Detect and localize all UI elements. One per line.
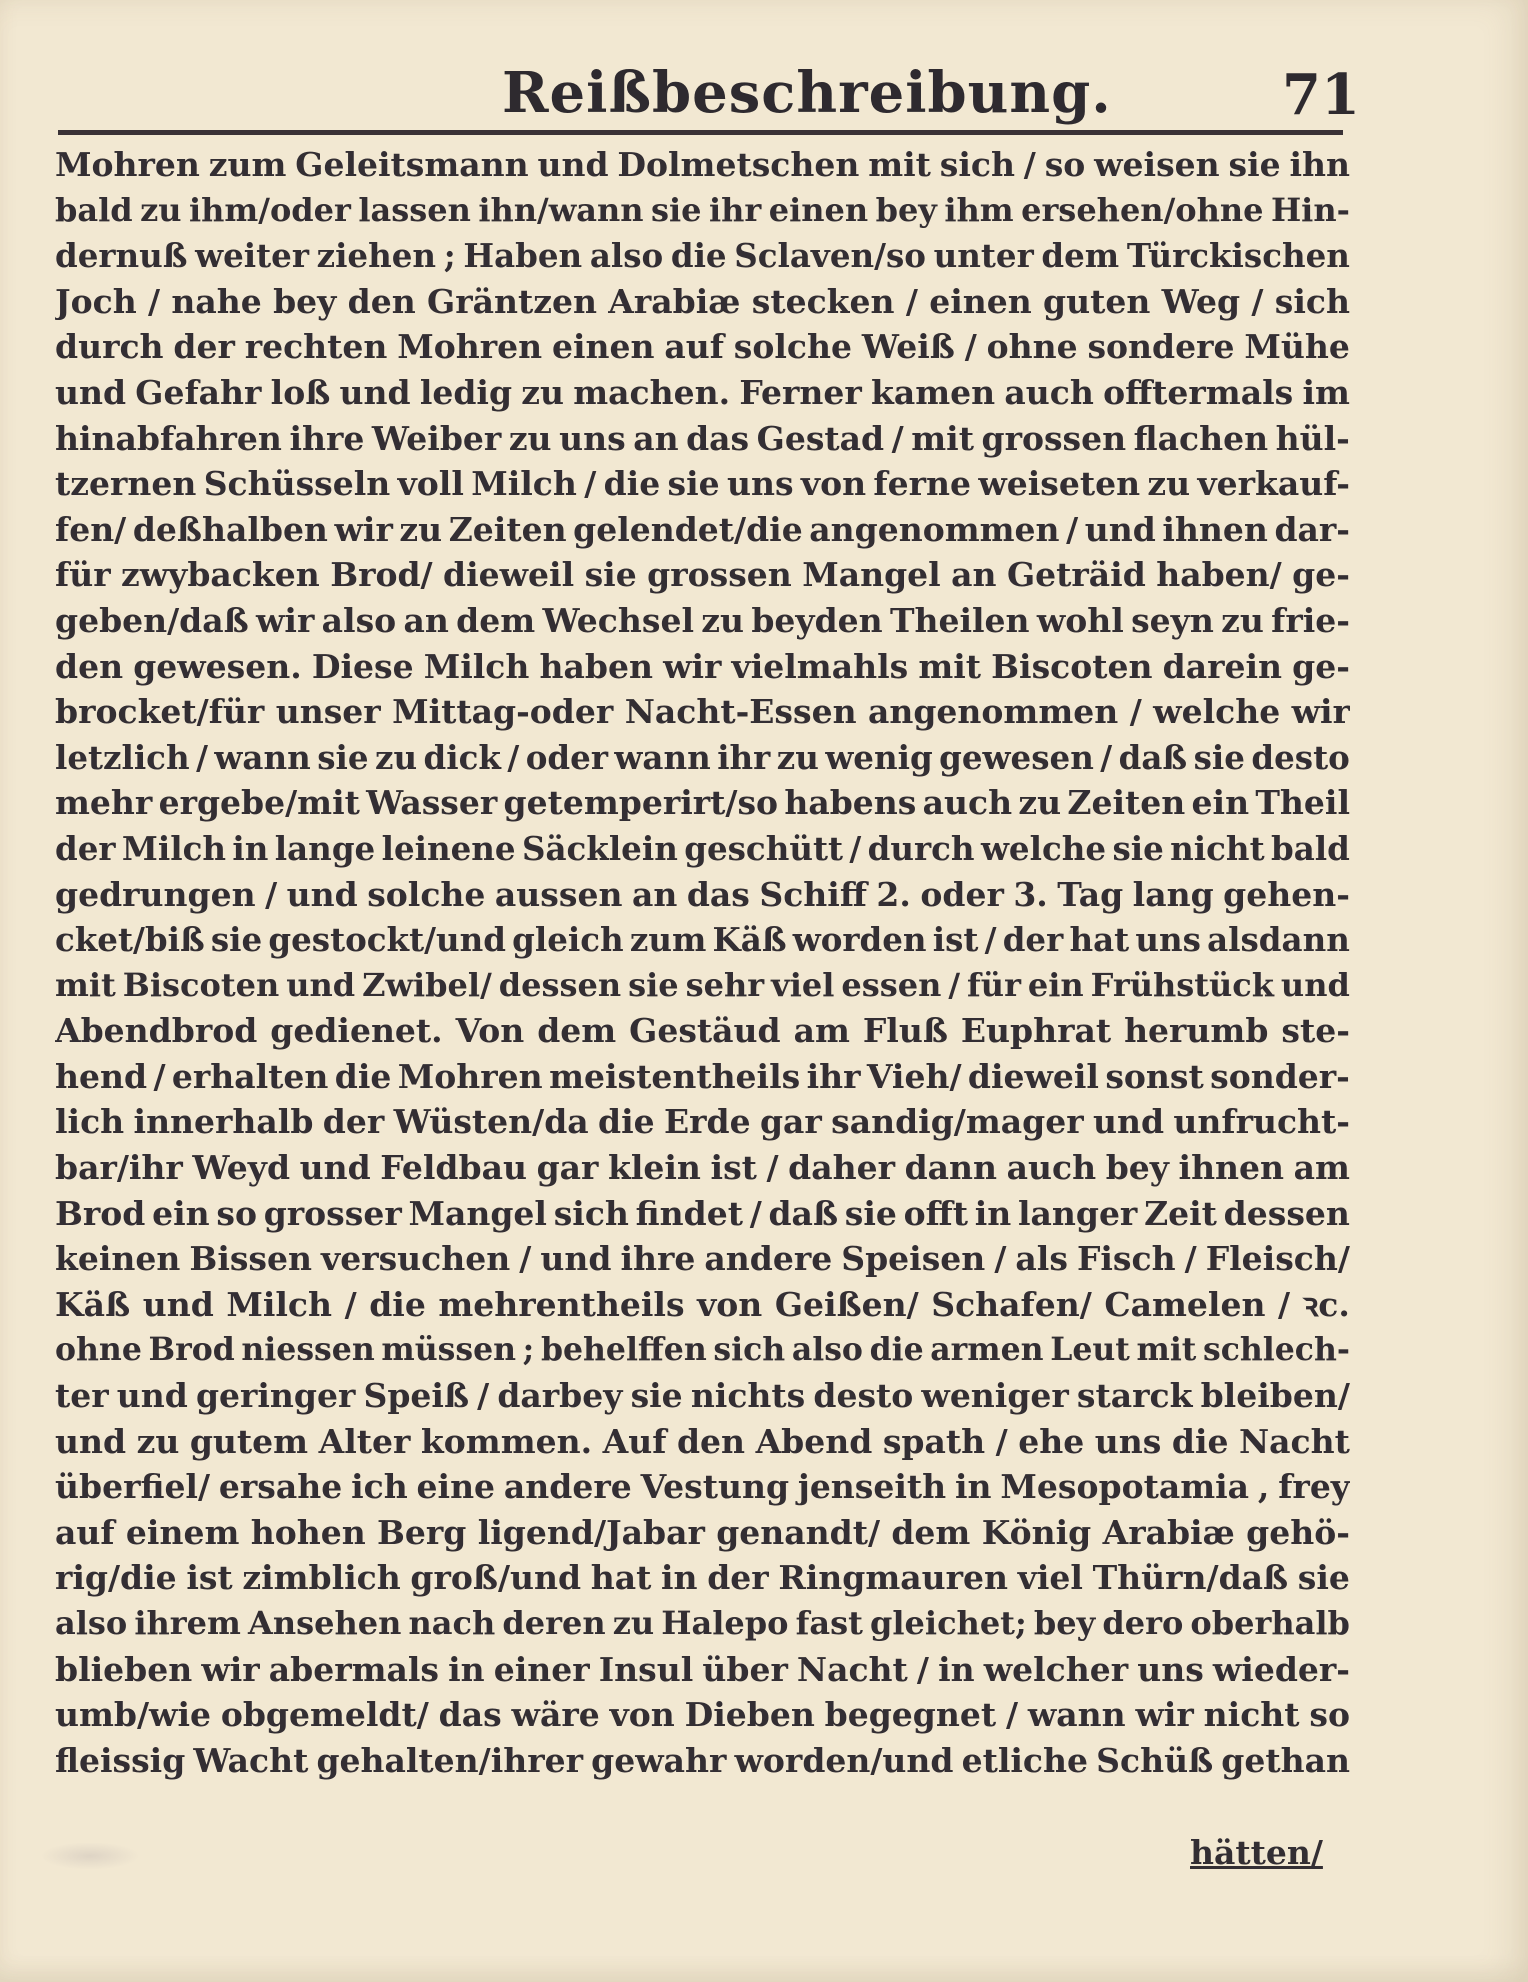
text-line: blieben wir abermals in einer Insul über Nacht / in welcher uns wieder- [55, 1649, 1350, 1689]
text-line: dernuß weiter ziehen ; Haben also die Sclaven/so unter dem Türckischen [55, 236, 1350, 276]
text-line: hend / erhalten die Mohren meistentheils ihr Vieh/ dieweil sonst sonder- [55, 1056, 1350, 1096]
text-line: bald zu ihm/oder lassen ihn/wann sie ihr einen bey ihm ersehen/ohne Hin- [55, 190, 1350, 229]
text-line: hinabfahren ihre Weiber zu uns an das Gestad / mit grossen flachen hül- [55, 418, 1350, 458]
text-line: überfiel/ ersahe ich eine andere Vestung jenseith in Mesopotamia , frey [55, 1467, 1350, 1507]
text-line: tzernen Schüsseln voll Milch / die sie uns von ferne weiseten zu verkauf- [55, 464, 1350, 504]
text-line: mit Biscoten und Zwibel/ dessen sie sehr viel essen / für ein Frühstück und [55, 965, 1350, 1004]
body-text [55, 142, 1350, 1783]
text-line: Mohren zum Geleitsmann und Dolmetschen mit sich / so weisen sie ihn [55, 145, 1350, 184]
header-rule [58, 130, 1343, 135]
text-line: keinen Bissen versuchen / und ihre andere Speisen / als Fisch / Fleisch/ [55, 1239, 1350, 1279]
page-number: 71 [1282, 62, 1360, 128]
text-line: der Milch in lange leinene Säcklein geschütt / durch welche sie nicht bald [55, 828, 1350, 868]
text-line: ohne Brod niessen müssen ; behelffen sich also die armen Leut mit schlech- [55, 1331, 1350, 1369]
text-line: auf einem hohen Berg ligend/Jabar genandt/ dem König Arabiæ gehö- [55, 1512, 1350, 1552]
text-line: fleissig Wacht gehalten/ihrer gewahr worden/und etliche Schüß gethan [55, 1740, 1350, 1780]
text-line: und zu gutem Alter kommen. Auf den Abend spath / ehe uns die Nacht [55, 1421, 1350, 1461]
text-line: also ihrem Ansehen nach deren zu Halepo fast gleichet; bey dero oberhalb [55, 1604, 1350, 1642]
text-line: fen/ deßhalben wir zu Zeiten gelendet/die angenommen / und ihnen dar- [55, 509, 1350, 549]
text-line: bar/ihr Weyd und Feldbau gar klein ist / daher dann auch bey ihnen am [55, 1148, 1350, 1188]
text-line: Joch / nahe bey den Gräntzen Arabiæ stecken / einen guten Weg / sich [55, 281, 1350, 321]
text-line: letzlich / wann sie zu dick / oder wann ihr zu wenig gewesen / daß sie desto [55, 737, 1350, 777]
text-line: lich innerhalb der Wüsten/da die Erde gar sandig/mager und unfrucht- [55, 1102, 1350, 1142]
text-line: cket/biß sie gestockt/und gleich zum Käß worden ist / der hat uns alsdann [55, 920, 1350, 960]
page-header [0, 58, 1528, 138]
catchword: hätten/ [1190, 1833, 1323, 1872]
text-line: Brod ein so grosser Mangel sich findet / daß sie offt in langer Zeit dessen [55, 1193, 1350, 1233]
text-line: und Gefahr loß und ledig zu machen. Ferner kamen auch offtermals im [55, 372, 1350, 412]
text-line: für zwybacken Brod/ dieweil sie grossen Mangel an Geträid haben/ ge- [55, 555, 1350, 595]
text-line: geben/daß wir also an dem Wechsel zu beyden Theilen wohl seyn zu frie- [55, 600, 1350, 640]
text-line: rig/die ist zimblich groß/und hat in der Ringmauren viel Thürn/daß sie [55, 1558, 1350, 1598]
text-line: ter und geringer Speiß / darbey sie nichts desto weniger starck bleiben/ [55, 1376, 1350, 1416]
text-line: brocket/für unser Mittag-oder Nacht-Essen angenommen / welche wir [55, 692, 1350, 732]
text-line: Abendbrod gedienet. Von dem Gestäud am Fluß Euphrat herumb ste- [55, 1011, 1350, 1051]
text-line: Käß und Milch / die mehrentheils von Geißen/ Schafen/ Camelen / ꝛc. [55, 1284, 1350, 1324]
text-line: durch der rechten Mohren einen auf solche Weiß / ohne sondere Mühe [55, 327, 1350, 367]
ink-smudge [40, 1842, 140, 1870]
text-line: gedrungen / und solche aussen an das Schiff 2. oder 3. Tag lang gehen- [55, 874, 1350, 914]
running-head: Reißbeschreibung. [502, 60, 1112, 126]
text-line: den gewesen. Diese Milch haben wir vielmahls mit Biscoten darein ge- [55, 646, 1350, 686]
text-line: mehr ergebe/mit Wasser getemperirt/so habens auch zu Zeiten ein Theil [55, 783, 1350, 823]
text-line: umb/wie obgemeldt/ das wäre von Dieben begegnet / wann wir nicht so [55, 1695, 1350, 1735]
